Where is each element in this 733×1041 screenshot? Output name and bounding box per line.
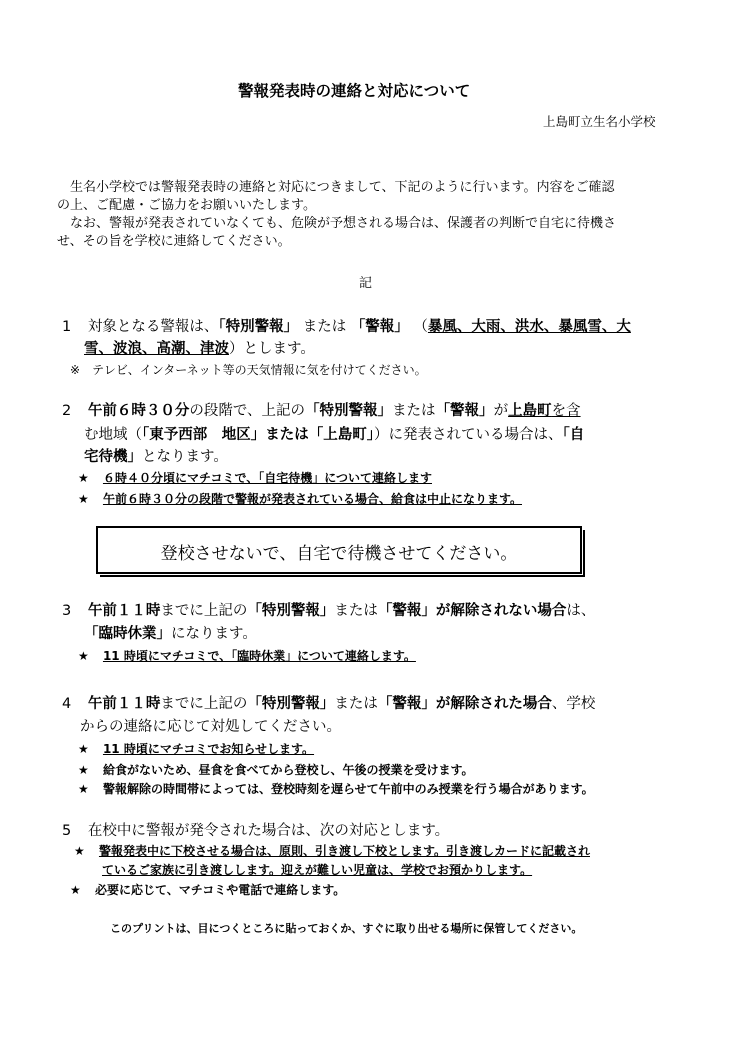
section-2-condition: ）に発表されている場合は、 — [374, 427, 563, 443]
star-icon: ★ — [78, 492, 89, 506]
section-4-star-3 — [78, 782, 594, 797]
section-4-star-2 — [78, 763, 474, 778]
keihou-label: 「警報」 — [377, 696, 436, 712]
not-cleared: が解除されない場合 — [435, 603, 567, 619]
section-4-number: 4 — [62, 696, 72, 712]
section-2-line-2 — [84, 426, 584, 444]
section-2-or: または — [392, 403, 436, 419]
star-2-text: 必要に応じて、マチコミや電話で連絡します。 — [94, 883, 346, 897]
section-4-school: 、学校 — [551, 696, 596, 712]
time-11: 午前１１時 — [87, 696, 161, 712]
time-630: 午前６時３０分 — [87, 403, 190, 419]
keihou-label: 「警報」 — [350, 319, 409, 335]
section-3-number: 3 — [62, 603, 72, 619]
section-1-note: ※ テレビ、インターネット等の天気情報に気を付けてください。 — [70, 363, 427, 377]
intro-line-4: せ、その旨を学校に連絡してください。 — [57, 234, 291, 249]
intro-line-2: の上、ご配慮・ご協力をお願いいたします。 — [57, 198, 316, 213]
section-1-end: ）とします。 — [229, 341, 315, 357]
section-1-or: または — [302, 319, 347, 335]
intro-line-1: 生名小学校では警報発表時の連絡と対応につきまして、下記のように行います。内容をご確認 — [70, 180, 615, 195]
footer-note: このプリントは、目につくところに貼っておくか、すぐに取り出せる場所に保管してください。 — [110, 922, 583, 935]
star-1-text-line-2: ているご家族に引き渡しします。迎えが難しい児童は、学校でお預かりします。 — [102, 863, 533, 877]
kamijima-town: 上島町 — [508, 403, 552, 419]
star-text: 11 時頃にマチコミで、「臨時休業」について連絡します。 — [102, 649, 416, 663]
jitaku-taiki-part2: 宅待機」 — [84, 449, 142, 465]
section-3-or: または — [334, 603, 378, 619]
jitaku-taiki-part1: 「自 — [562, 427, 585, 443]
section-4-or: または — [334, 696, 378, 712]
section-5-text: 在校中に警報が発令された場合は、次の対応とします。 — [87, 823, 450, 839]
section-5-star-1 — [74, 844, 590, 859]
star-2-text: 午前６時３０分の段階で警報が発表されている場合、給食は中止になります。 — [102, 492, 522, 506]
section-4-line-2: からの連絡に応じて対処してください。 — [80, 719, 341, 735]
tokubetsu-keihou-label: 「特別警報」 — [247, 696, 335, 712]
section-1-number: 1 — [62, 319, 72, 335]
tokubetsu-keihou-label: 「特別警報」 — [305, 403, 393, 419]
section-3-wa: は、 — [566, 603, 596, 619]
section-1-line-1 — [62, 318, 631, 336]
star-1-text-line-1: 警報発表中に下校させる場合は、原則、引き渡し下校とします。引き渡しカードに記載され — [98, 844, 590, 858]
star-2-text: 給食がないため、昼食を食べてから登校し、午後の授業を受けます。 — [102, 763, 474, 777]
notice-box — [96, 526, 582, 574]
section-4-line-1 — [62, 695, 595, 713]
section-3-star — [78, 649, 416, 664]
section-2-incl: を含 — [551, 403, 581, 419]
tokubetsu-keihou-label: 「特別警報」 — [218, 319, 299, 335]
star-icon: ★ — [78, 649, 89, 663]
section-2-line-3 — [84, 448, 228, 466]
section-2-ga: が — [493, 403, 509, 419]
notice-box-text: 登校させないで、自宅で待機させてください。 — [160, 544, 518, 564]
section-5-star-2 — [70, 883, 345, 898]
star-icon: ★ — [78, 471, 89, 485]
area-names: 「東予西部 地区」または「上島町」 — [142, 427, 374, 443]
star-3-text: 警報解除の時間帯によっては、登校時刻を遅らせて午前中のみ授業を行う場合があります。 — [102, 782, 594, 796]
time-11: 午前１１時 — [87, 603, 161, 619]
tokubetsu-keihou-label: 「特別警報」 — [247, 603, 335, 619]
star-1-text: ６時４０分頃にマチコミで、「自宅待機」について連絡します — [102, 471, 432, 485]
section-3-line-2 — [84, 625, 257, 643]
section-2-end: となります。 — [142, 449, 228, 465]
warning-types-2: 雪、波浪、高潮、津波 — [84, 341, 229, 357]
section-2-area-open: む地域（ — [84, 427, 142, 443]
section-2-text: の段階で、上記の — [189, 403, 306, 419]
rinji-kyugyo: 「臨時休業」 — [84, 626, 171, 642]
star-icon: ★ — [70, 883, 81, 897]
school-name: 上島町立生名小学校 — [543, 114, 656, 129]
cleared: が解除された場合 — [435, 696, 552, 712]
section-3-end: になります。 — [171, 626, 257, 642]
star-icon: ★ — [74, 844, 85, 858]
section-1-paren-open: （ — [413, 319, 428, 335]
section-1-line-2 — [84, 340, 315, 358]
section-1-text: 対象となる警報は、 — [87, 319, 219, 335]
star-icon: ★ — [78, 782, 89, 796]
keihou-label: 「警報」 — [377, 603, 436, 619]
section-2-number: 2 — [62, 403, 72, 419]
intro-line-3: なお、警報が発表されていなくても、危険が予想される場合は、保護者の判断で自宅に待機さ — [70, 216, 617, 231]
star-icon: ★ — [78, 742, 89, 756]
star-icon: ★ — [78, 763, 89, 777]
page-title: 警報発表時の連絡と対応について — [238, 82, 471, 100]
keihou-label: 「警報」 — [435, 403, 494, 419]
section-5-number: 5 — [62, 823, 72, 839]
section-3-text: までに上記の — [160, 603, 248, 619]
section-3-line-1 — [62, 602, 595, 620]
section-2-star-1 — [78, 471, 432, 486]
section-5-line-1 — [62, 822, 449, 840]
section-4-text: までに上記の — [160, 696, 248, 712]
ki-heading: 記 — [359, 276, 373, 291]
section-4-star-1 — [78, 742, 314, 757]
star-1-text: 11 時頃にマチコミでお知らせします。 — [102, 742, 315, 756]
section-2-line-1 — [62, 402, 581, 420]
section-2-star-2 — [78, 492, 522, 507]
warning-types-1: 暴風、大雨、洪水、暴風雪、大 — [427, 319, 631, 335]
